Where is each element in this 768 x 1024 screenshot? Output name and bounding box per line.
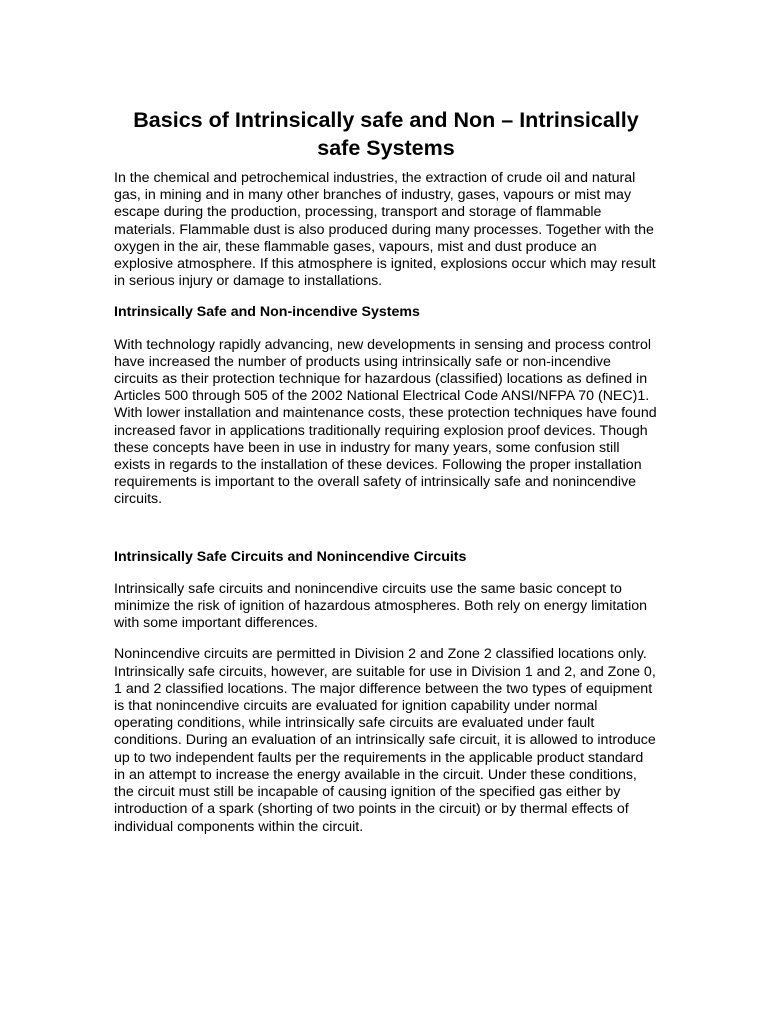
section2-paragraph-2: Nonincendive circuits are permitted in Division 2 and Zone 2 classified locations only. Intrinsically safe circuits, however, are suitable for use in Division 1 and 2, and Zone 0, 1 and 2 classified locations. The major difference between the two types of equipment is that nonincendive circuits are evaluated for ignition capability under normal operating conditions, while intrinsically safe circuits are evaluated under fault conditions. During an evaluation of an intrinsically safe circuit, it is allowed to introduce up to two independent faults per the requirements in the applicable product standard in an attempt to increase the energy available in the circuit. Under these conditions, the circuit must still be incapable of causing ignition of the specified gas either by introduction of a spark (shorting of two points in the circuit) or by thermal effects of individual components within the circuit.	[114, 646, 656, 835]
document-content	[114, 106, 658, 836]
section1-paragraph: With technology rapidly advancing, new developments in sensing and process control have increased the number of products using intrinsically safe or non-incendive circuits as their protection technique for hazardous (classified) locations as defined in Articles 500 through 505 of the 2002 National Electrical Code ANSI/NFPA 70 (NEC)1. With lower installation and maintenance costs, these protection techniques have found increased favor in applications traditionally requiring explosion proof devices. Though these concepts have been in use in industry for many years, some confusion still exists in regards to the installation of these devices. Following the proper installation requirements is important to the overall safety of intrinsically safe and nonincendive circuits.	[114, 336, 657, 508]
section2-paragraph-1: Intrinsically safe circuits and nonincendive circuits use the same basic concept to minimize the risk of ignition of hazardous atmospheres. Both rely on energy limitation with some important differences.	[114, 580, 648, 632]
intro-paragraph: In the chemical and petrochemical industries, the extraction of crude oil and natural gas, in mining and in many other branches of industry, gases, vapours or mist may escape during the production, processing, transport and storage of flammable materials. Flammable dust is also produced during many processes. Together with the oxygen in the air, these flammable gases, vapours, mist and dust produce an explosive atmosphere. If this atmosphere is ignited, explosions occur which may result in serious injury or damage to installations.	[114, 170, 656, 290]
document-title: Basics of Intrinsically safe and Non – Intrinsically safe Systems	[133, 108, 639, 160]
section-heading-is-nonincendive-circuits: Intrinsically Safe Circuits and Nonincendive Circuits	[114, 548, 467, 565]
section-heading-is-nonincendive-systems: Intrinsically Safe and Non-incendive Systems	[114, 304, 420, 321]
